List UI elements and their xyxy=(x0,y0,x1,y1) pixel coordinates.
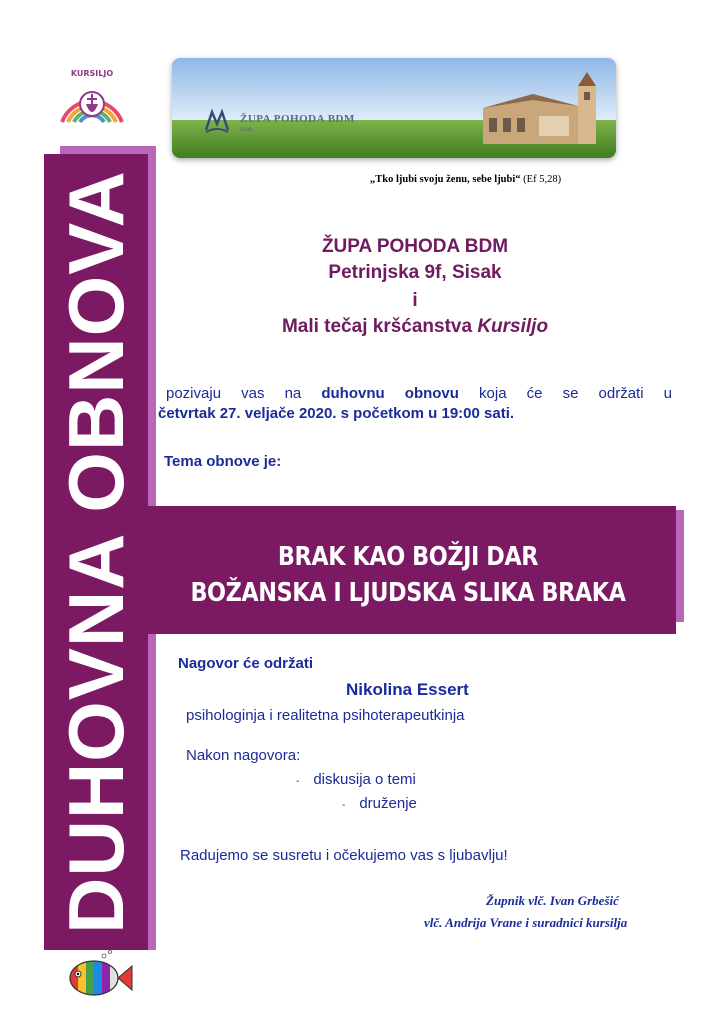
banner-subtitle: Sisak xyxy=(240,127,254,133)
kursiljo-logo xyxy=(52,64,132,144)
quote-text: „Tko ljubi svoju ženu, sebe ljubi“ xyxy=(370,174,521,185)
parish-name: ŽUPA POHODA BDM xyxy=(321,236,509,257)
banner-title: ŽUPA POHODA BDM xyxy=(240,113,355,125)
speaker-intro: Nagovor će održati xyxy=(178,655,314,672)
invite-date: četvrtak 27. veljače 2020. s početkom u 19:00 sati. xyxy=(158,405,515,422)
after-item-1-text: diskusija o temi xyxy=(313,771,416,788)
after-item-2 xyxy=(342,794,642,816)
bible-quote xyxy=(370,174,561,185)
bell-tower-icon xyxy=(576,72,598,144)
signature-team: vlč. Andrija Vrane i suradnici kursilja xyxy=(424,915,628,930)
rainbow-fish-icon xyxy=(64,948,134,1004)
speaker-role: psihologinja i realitetna psihoterapeutkinja xyxy=(186,707,465,724)
speaker-name: Nikolina Essert xyxy=(346,680,469,699)
parish-address: Petrinjska 9f, Sisak xyxy=(328,262,502,283)
after-item-2-text: druženje xyxy=(359,795,417,812)
quote-reference: (Ef 5,28) xyxy=(520,174,562,185)
theme-title-1: BRAK KAO BOŽJI DAR xyxy=(277,542,539,572)
closing-line: Radujemo se susretu i očekujemo vas s ljubavlju! xyxy=(180,847,508,864)
side-title: DUHOVNA OBNOVA xyxy=(52,170,140,934)
invite-text-bold: duhovnu obnovu xyxy=(321,385,459,402)
logo-text: KURSILJO xyxy=(70,69,114,78)
signature-pastor: Župnik vlč. Ivan Grbešić xyxy=(486,893,619,908)
marian-emblem-icon xyxy=(202,106,232,136)
theme-label: Tema obnove je: xyxy=(164,453,282,470)
kursiljo-heading-plain: Mali tečaj kršćanstva xyxy=(281,316,478,337)
invite-text-c: koja će se održati u xyxy=(458,385,672,402)
after-item-1 xyxy=(296,770,596,792)
parish-banner xyxy=(172,58,616,158)
bullet: - xyxy=(296,776,300,787)
church-building-icon xyxy=(483,88,578,144)
kursiljo-heading-italic: Kursiljo xyxy=(477,316,549,337)
conjunction: i xyxy=(412,290,418,311)
bullet: - xyxy=(342,800,346,811)
after-label: Nakon nagovora: xyxy=(186,747,301,764)
theme-title-2: BOŽANSKA I LJUDSKA SLIKA BRAKA xyxy=(190,578,626,608)
kursiljo-heading xyxy=(150,316,680,338)
invite-text-a: pozivaju vas na xyxy=(166,385,322,402)
invite-line-1 xyxy=(166,384,672,404)
theme-strip xyxy=(140,506,676,634)
